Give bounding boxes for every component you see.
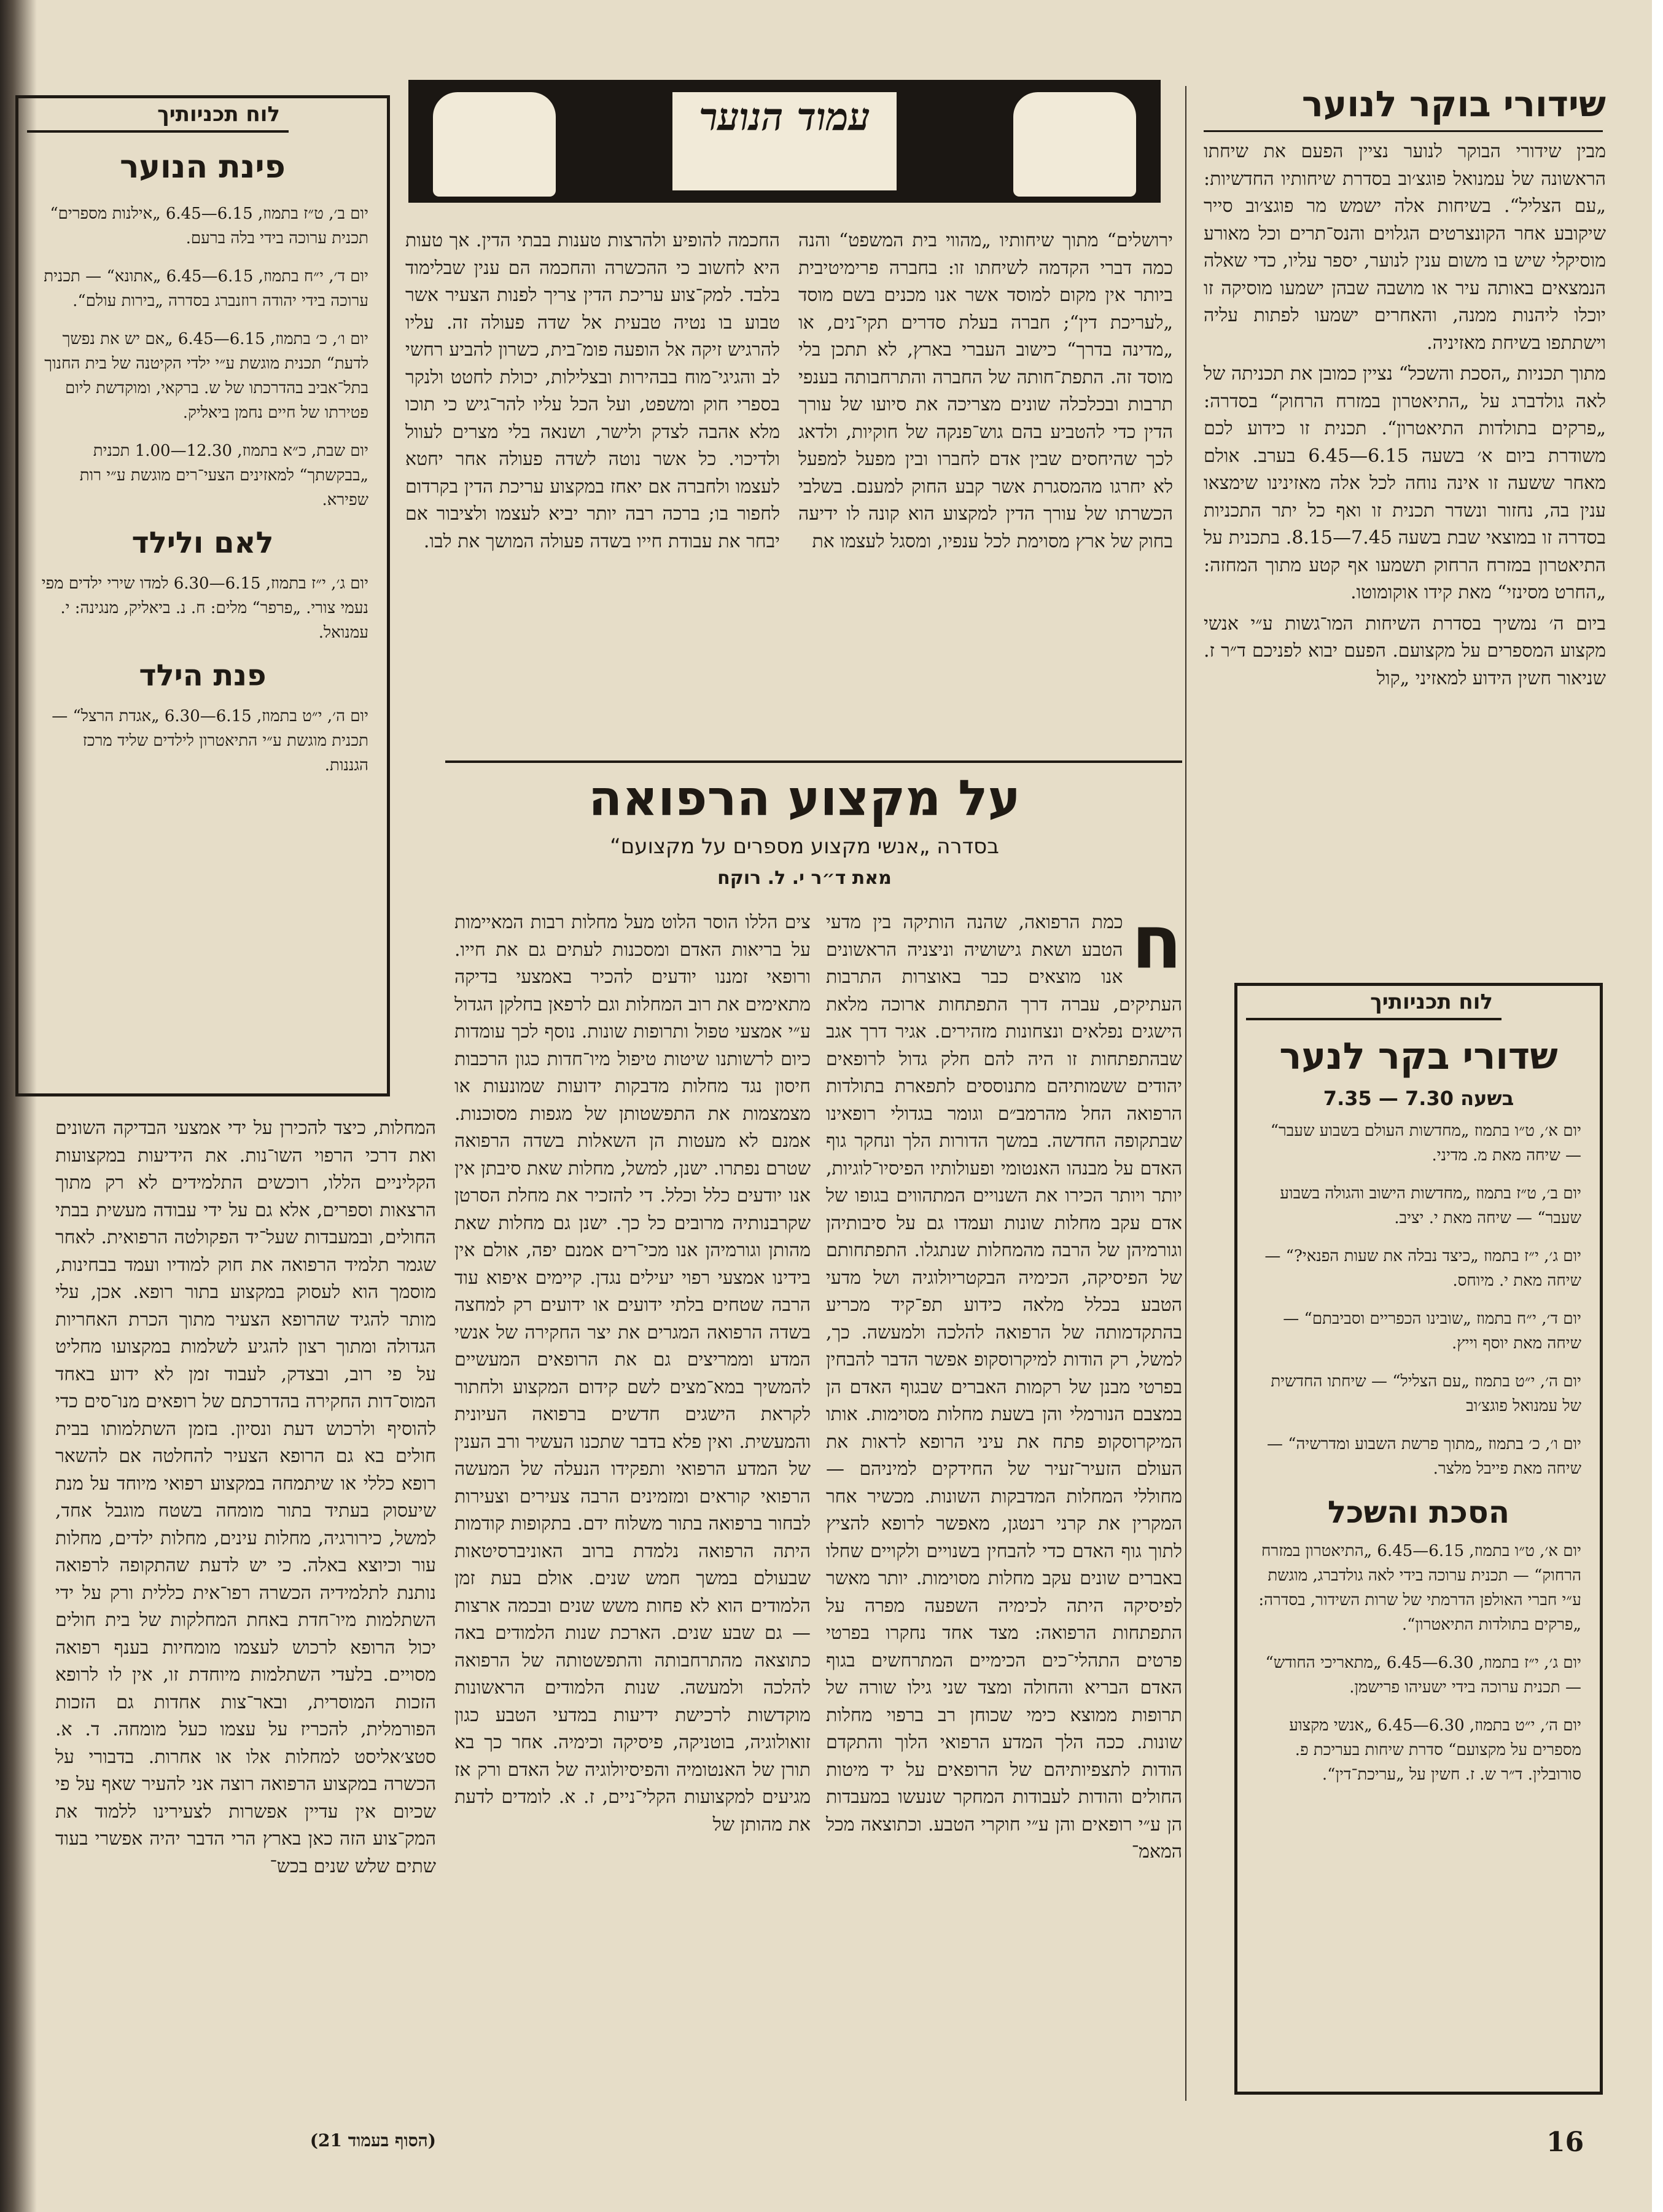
schedule-entry: יום ו׳, כ׳ בתמוז, 6.15—6.45 „אם יש את נפשך לדעת“ תכנית מוגשת ע״י ילדי הקיטנה של בית החנוך בתל־אביב בהדרכתו של ש. ברקאי, ומוקדשת ליום פטירתו של חיים נחמן ביאליק. [44,330,368,422]
article-dropcap: ח [1131,909,1182,985]
schedule-entry: יום שבת, כ״א בתמוז, 12.30—1.00 תכנית „בבקשתך“ למאזינים הצעי־רים מוגשת ע״י רות שפירא. [79,442,368,509]
article-column-2: צים הללו הוסר הלוט מעל מחלות רבות המאיימות על בריאות האדם ומסכנות לעתים גם את חייו. ורופאי זמננו יודעים להכיר באמצעי בדיקה מתאימים את רוב המחלות וגם לרפאן בחלקן הגדול ע״י אמצעי טפול ותרופות שונות. נוסף לכך עומדות כיום לרשותנו שיטות טיפול מיו־חדות כגון הרכבות חיסון נגד מחלות מדבקות ידועות שמונעות או מצמצמות את התפשטותן של מגפות מסוכנות. אמנם לא מעטות הן השאלות בשדה הרפואה שטרם נפתרו. ישנן, למשל, מחלות שאת סיבתן אין אנו יודעים כלל וכלל. די להזכיר את מחלת הסרטן שקרבנותיה מרובים כל כך. ישנן גם מחלות שאת מהותן וגורמיהן אנו מכי־רים אמנם יפה, אולם אין בידינו אמצעי רפוי יעילים נגדן. קיימים איפוא עוד הרבה שטחים בלתי ידועים או ידועים רק למחצה בשדה הרפואה המגרים את יצר החקירה של אנשי המדע וממריצים גם את הרופאים המעשיים להמשיך במא־מצים לשם קידום המקצוע ולחתור לקראת הישגים חדשים ברפואה העיונית והמעשית. ואין פלא בדבר שתכנו העשיר ורב הענין של המדע הרפואי ותפקידו הנעלה של המעשה הרפואי קוראים ומזמינים הרבה צעירים וצעירות לבחור ברפואה בתור משלוח ידם. בתקופות קודמות היתה הרפואה נלמדת ברוב האוניברסיטאות שבעולם במשך חמש שנים. אולם בעת זמן הלמודים הוא לא פחות משש שנים ובכמה ארצות — גם שבע שנים. הארכת שנות הלמודים באה כתוצאה מהתרחבותה והתפשטותה של הרפואה להלכה ולמעשה. שנות הלמודים הראשונות מוקדשות לרכישת ידיעות במדעי הטבע כגון זואולוגיה, בוטניקה, פיסיקה וכימיה. אחר כך בא תורן של האנטומיה והפיסיולוגיה של האדם ורק אז מגיעים למקצועות הקלי־ניים, ז. א. לומדים לדעת את מהותן של [454,912,811,1835]
right-box-entries [1237,1119,1600,1481]
right-column-paragraph: מתוך תכניות „הסכת והשכל“ נציין כמובן את תכניתה של לאה גולדברג על „התיאטרון במזרח הרחוק“ בסדרה: „פרקים בתולדות התיאטרון“. תכנית זו כידוע לכם משודרת ביום א׳ בשעה 6.15—6.45 בערב. אולם מאחר ששעה זו אינה נוחה לכל אלה מאזינינו שימצאו ענין בה, נחזור ונשדר תכנית זו ואף כל יתר התכניות בסדרה זו במוצאי שבת בשעה 7.45—8.15. בתכנית על התיאטרון במזרח הרחוק תשמעו אף קטע מתוך המחזה: „החרט מסינזי“ מאת קידו אוקומוטו. [1204,363,1606,603]
boy-illustration [433,92,556,197]
right-box-heading: שדורי בקר לנער [1279,1035,1558,1078]
banner-title: עמוד הנוער [672,92,897,190]
article-column-1 [826,909,1182,2101]
youth-page-banner [408,80,1161,203]
left-box-heading-1: פינת הנוער [120,149,286,186]
schedule-entry: יום ו׳, כ׳ בתמוז „מתוך פרשת השבוע ומדרשיה“ — שיחה מאת פייבל מלצר. [1266,1435,1581,1478]
right-headline-underline [1204,130,1603,132]
article-text: כמת הרפואה, שהנה הותיקה בין מדעי הטבע ושאת גישושיה וניצניה הראשונים אנו מוצאים כבר באוצרות התרבות העתיקים, עברה דרך התפתחות ארוכה מלאת הישגים נפלאים ונצחונות מזהירים. אגיר דרך אגב שבהתפתחות זו היה להם חלק גדול לרופאים יהודים ששמותיהם מתנוססים לתפארת בתולדות הרפואה החל מהרמב״ם וגומר בגדולי רופאינו שבתקופה החדשה. במשך הדורות הלך ונחקר גוף האדם על מבנהו האנטומי ופעולותיו הפיסיו־לוגיות, יותר ויותר הכירו את השנויים המתהווים בגופו של אדם עקב מחלות שונות ועמדו גם על סיבותיהן וגורמיהן של הרבה מהמחלות שנתגלו. התפתחותם של הפיסיקה, הכימיה הבקטריולוגיה ושל מדעי הטבע בכלל מלאה כידוע תפ־קיד מכריע בהתקדמותה של הרפואה להלכה ולמעשה. כך, למשל, רק הודות למיקרוסקופ אפשר הדבר להבחין בפרטי מבנן של רקמות האברים שבגוף האדם הן במצבם הנורמלי והן בשעת מחלות מסוימות. אותו המיקרוסקופ פתח את עיני הרופא לראות את העולם הזעיר־זעיר של החידקים למיניהם — מחוללי המחלות המדבקות השונות. מכשיר אחר המקרין את קרני רנטגן, מאפשר לרופא להציץ לתוך גוף האדם כדי להבחין בשנויים ולקויים שחלו באברים שונים עקב מחלות מסוימות. יותר מאשר לפיסיקה היתה לכימיה השפעה מפרה על התפתחות הרפואה: מצד אחד נחקרו בפרטי פרטים התהלי־כים הכימיים המתרחשים בגוף האדם הבריא והחולה ומצד שני גילו שורה של תרופות ממוצא כימי שכוחן רב ברפוי מחלות שונות. ככה הלך המדע הרפואי הלוך והתקדם הודות לתצפיותיהם של הרופאים על יד מיטות החולים והודות לעבודות המחקר שנעשו במעבדות הן ע״י רופאים והן ע״י חוקרי הטבע. וכתוצאה מכל המאמ־ [826,912,1182,1862]
right-column-paragraph: ביום ה׳ נמשיך בסדרת השיחות המו־גשות ע״י אנשי מקצוע המספרים על מקצועם. הפעם יבוא לפניכם ד״ר ז. שניאור חשין הידוע למאזיני „קול [1204,612,1606,689]
girl-illustration [1013,92,1136,197]
right-column-headline: שידורי בוקר לנוער [1301,83,1606,125]
left-box-entries-3 [18,704,387,778]
schedule-entry: יום א׳, ט״ו בתמוז, 6.15—6.45 „התיאטרון במזרח הרחוק“ — תכנית ערוכה בידי לאה גולדברג, מוגשת ע״י חברי האולפן הדרמתי של שרות השידור, בסדרה: „פרקים בתולדות התיאטרון“. [1258,1542,1581,1634]
right-box-heading-2: הסכת והשכל [1327,1495,1510,1530]
right-box-entries-2 [1237,1539,1600,1787]
article-continued-note: (הסוף בעמוד 21) [310,2130,436,2151]
right-column-text [1204,138,1606,961]
left-schedule-box [15,95,390,1096]
schedule-entry: יום א׳, ט״ו בתמוז „מחדשות העולם בשבוע שעבר“ — שיחה מאת מ. מדיני. [1270,1122,1581,1165]
schedule-entry: יום ה׳, י״ט בתמוז, 6.30—6.45 „אנשי מקצוע מספרים על מקצועם“ סדרת שיחות בעריכת פ. סורובלין. ד״ר ש. ז. חשין על „עריכת־דין“. [1289,1716,1581,1784]
left-box-heading-3: פנת הילד [139,659,267,693]
schedule-entry: יום ד׳, י״ח בתמוז „שובינו הכפריים וסביבתם“ — שיחה מאת יוסף וייץ. [1283,1310,1581,1353]
article-subtitle: בסדרה „אנשי מקצוע מספרים על מקצועם“ [610,834,999,859]
right-column-paragraph: מבין שידורי הבוקר לנוער נציין הפעם את שיחתו הראשונה של עמנואל פוגצ׳וב בסדרת שיחותיו החדשיות: „עם הצליל“. בשיחות אלה ישמש מר פוגצ׳וב סייר שיקובע אחר הקונצרטים הגלוים והנס־תרים וכל מאורע מוסיקלי שיש בו משום ענין לנוער, יספר עליו, כדי שאלה הנמצאים באותה עיר או מושבה שבהן ישמעו מוסיקה זו יוכלו ליהנות ממנה, והאחרים ישמעו לפתות עליה וישתתפו בשיחת מאזיניה. [1204,141,1606,354]
schedule-entry: יום ג׳, י״ז בתמוז „כיצד נבלה את שעות הפנאי?“ — שיחה מאת י. מיוחס. [1264,1247,1581,1290]
right-box-time: בשעה 7.30 — 7.35 [1323,1087,1514,1110]
intro-column-right: ירושלים“ מתוך שיחותיו „מהווי בית המשפט“ והנה כמה דברי הקדמה לשיחתו זו: בחברה פרימיטיבית ביותר אין מקום למוסד אשר אנו מכנים בשם מוסד „לעריכת דין“; חברה בעלת סדרים תקי־נים, או „מדינה בדרך“ כישוב העברי בארץ, לא תתכן בלי מוסד זה. התפת־חותה של החברה והתרחבותה בענפי תרבות ובכלכלה שונים מצריכה את סיועו של עורך הדין כדי להטביע בהם גוש־פנקה של חוקיות, ולדאג לכך שהיחסים שבין אדם לחברו ובין מפעל למפעל לא יחרגו מהמסגרת אשר קבע החוק למענם. בשלבי הכשרתו של עורך הדין למקצוע הוא קונה לו ידיעה בחוק של ארץ מסוימת לכל ענפיו, ומסגל לעצמו את [798,230,1173,552]
page-number: 16 [1546,2127,1584,2158]
right-schedule-box [1234,983,1603,2095]
article-separator [445,760,1182,763]
schedule-entry: יום ה׳, י״ט בתמוז, 6.15—6.30 „אגדת הרצל“ — תכנית מוגשת ע״י התיאטרון לילדים שליד מרכז הגננות. [52,707,368,775]
schedule-entry: יום ב׳, ט״ז בתמוז „מחדשות הישוב והגולה בשבוע שעבר“ — שיחה מאת י. יציב. [1280,1184,1581,1227]
column-divider [1185,86,1186,2101]
left-box-entries-2 [18,571,387,645]
schedule-entry: יום ב׳, ט״ז בתמוז, 6.15—6.45 „אילנות מספרים“ תכנית ערוכה בידי בלה ברעם. [50,205,368,248]
schedule-entry: יום ג׳, י״ז בתמוז, 6.30—6.45 „מתאריכי החודש“ — תכנית ערוכה בידי ישעיהו פרישמן. [1265,1654,1581,1697]
article-title: על מקצוע הרפואה [588,770,1021,827]
schedule-entry: יום ד׳, י״ח בתמוז, 6.15—6.45 „אתונא“ — תכנית ערוכה בידי יהודה רוזנברג בסדרה „בירות עולם“. [44,267,368,310]
schedule-entry: יום ג׳, י״ז בתמוז, 6.15—6.30 למדו שירי ילדים מפי נעמי צורי. „פרפר“ מלים: ח. נ. ביאליק, מנגינה: י. עמנואל. [41,574,368,642]
intro-column-left: החכמה להופיע ולהרצות טענות בבתי הדין. אך טעות היא לחשוב כי ההכשרה והחכמה הם ענין שבלימוד בלבד. למק־צוע עריכת הדין צריך לפנות הצעיר אשר טבוע בו נטיה טבעית אל שדה פעולה זה. עליו להרגיש זיקה אל הופעה פומ־בית, כשרון להביע רחשי לב והגיגי־מוח בבהירות ובצלילות, יכולת לחטט ולנקר בספרי חוק ומשפט, ועל הכל עליו להר־גיש כי תוכו מלא אהבה לצדק ולישר, ושנאה בלי מצרים לעוול ולדיכוי. כל אשר נוטה לשדה פעולה אחר יחטא לעצמו ולחברה אם יאחז במקצוע עריכת הדין בקרדום לחפור בו; ברכה רבה יותר יביא לעצמו ולציבור אם יבחר את עבודת חייו בשדה פעולה המושך את לבו. [405,230,780,552]
right-box-label: לוח תכניותיך [1246,986,1501,1020]
article-column-3: המחלות, כיצד להכירן על ידי אמצעי הבדיקה השונים ואת דרכי הרפוי השו־נות. את הידיעות במקצועות הקליניים הללו, רוכשים התלמידים לא רק מתוך הרצאות וספרים, אלא גם על ידי עבודה מעשית בבתי החולים, ובמעבדות שעל־יד הפקולטה הרפואית. לאחר שגמר תלמיד הרפואה את חוק למודיו ועמד בבחינות, מוסמך הוא לעסוק במקצוע בתור רופא. אכן, עלי מותר להגיד שהרופא הצעיר מתוך הכרת האחריות הגדולה ומתוך רצון להגיע לשלמות במקצועו מחליט על פי רוב, ובצדק, לעבוד זמן לא ידוע באחד המוס־דות החקירה בהדרכתם של רופאים מנו־סים כדי להוסיף ולרכוש דעת ונסיון. בזמן השתלמותו בבית חולים בא גם הרופא הצעיר להחלטה אם להשאר רופא כללי או שיתמחה במקצוע רפואי מיוחד על מנת שיעסוק בעתיד בתור מומחה בשטח מוגבל אחד, למשל, כירורגיה, מחלות עינים, מחלות ילדים, מחלות עור וכיוצא באלה. כי יש לדעת שהתקופה לרפואה נותנת לתלמידיה הכשרה רפו־אית כללית ורק על ידי השתלמות מיו־חדת באחת המחלקות של בית חולים יכול הרופא לרכוש לעצמו מומחיות בענף רפואה מסויים. בלעדי השתלמות מיוחדת זו, אין לו לרופא הזכות המוסרית, ובאר־צות אחדות גם הזכות הפורמלית, להכריז על עצמו כעל מומחה. ד. א. סטצ׳אליסט למחלות אלו או אחרות. בדבורי על הכשרה במקצוע הרפואה רוצה אני להעיר שאף על פי שכיום אין עדיין אפשרות לצעירינו ללמוד את המק־צוע הזה כאן בארץ הרי הדבר יהיה אפשרי בעוד שתים שלש שנים בכש־ [55,1117,436,1877]
left-box-label: לוח תכניותיך [27,98,289,133]
schedule-entry: יום ה׳, י״ט בתמוז „עם הצליל“ — שיחתו החדשית של עמנואל פוגצ׳וב [1271,1372,1581,1415]
article-byline: מאת ד״ר י. ל. רוקח [717,867,892,889]
left-box-entries-1 [18,201,387,512]
left-box-heading-2: לאם ולילד [131,526,274,560]
